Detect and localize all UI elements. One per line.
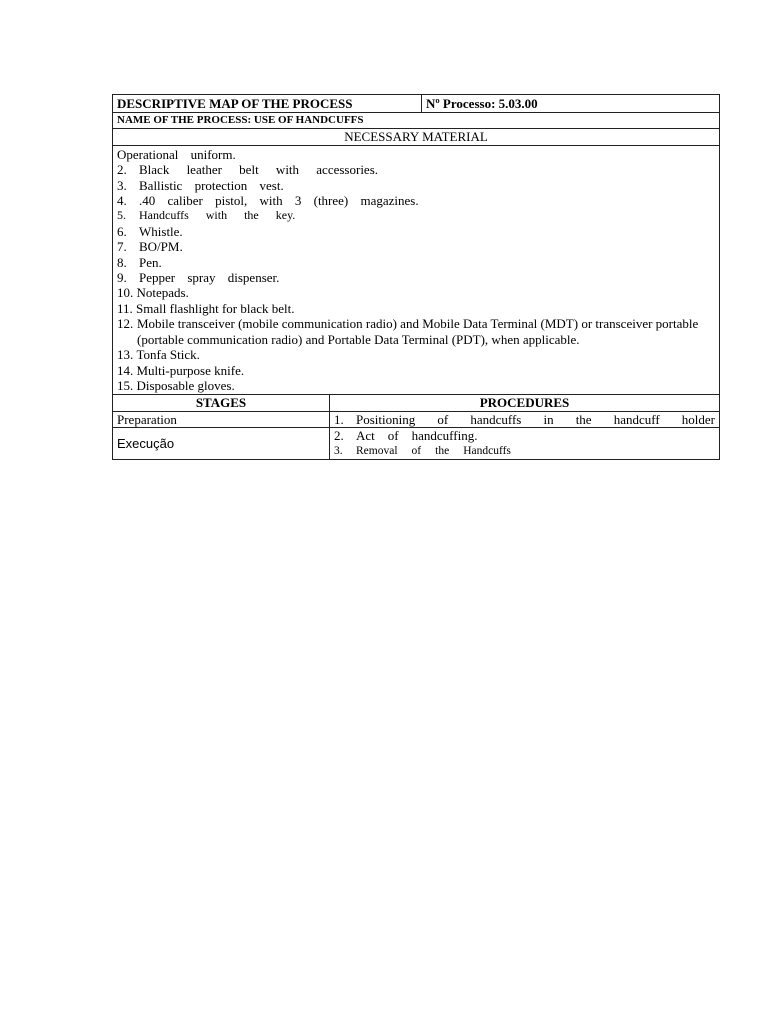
material-item: [117, 285, 715, 300]
material-item: [117, 208, 715, 223]
material-item-number: 6.: [117, 223, 127, 239]
material-item: [117, 363, 715, 378]
material-item-number: 15.: [117, 377, 134, 393]
material-item-text: Mobile transceiver (mobile communication radio) and Mobile Data Terminal (MDT) or transceiver portable (portable communication radio) and Portable Data Terminal (PDT), when applicable.: [137, 316, 699, 347]
materials-list: [113, 145, 720, 395]
material-item-text: Multi-purpose knife.: [136, 362, 245, 378]
process-map-table: [112, 94, 720, 460]
procedure-item: [334, 428, 715, 443]
material-item-number: 4.: [117, 193, 127, 209]
material-item-text: Small flashlight for black belt.: [136, 300, 295, 316]
stage-label: Execução: [113, 428, 330, 460]
material-item: [117, 193, 715, 208]
material-item: [117, 378, 715, 393]
document-title: DESCRIPTIVE MAP OF THE PROCESS: [113, 95, 422, 113]
procedures-heading: PROCEDURES: [330, 395, 720, 411]
stage-row-preparation: [113, 411, 720, 427]
material-item: [117, 270, 715, 285]
material-item-number: 11.: [117, 300, 133, 316]
material-item-text: Pepper spray dispenser.: [139, 270, 280, 286]
material-item-number: 13.: [117, 347, 134, 363]
material-item-text: Disposable gloves.: [136, 377, 235, 393]
process-number: Nº Processo: 5.03.00: [422, 95, 720, 113]
procedure-text: Positioning of handcuffs in the handcuff holder: [356, 411, 715, 427]
stage-label: Preparation: [113, 411, 330, 427]
procedure-text: Act of handcuffing.: [356, 428, 478, 444]
material-item: [117, 301, 715, 316]
material-item-text: Whistle.: [139, 223, 183, 239]
material-item: [117, 239, 715, 254]
material-item-number: 9.: [117, 270, 127, 286]
material-item-number: 3.: [117, 177, 127, 193]
material-item-text: Operational uniform.: [117, 146, 236, 162]
procedure-list: [330, 428, 720, 460]
material-item-text: Notepads.: [136, 285, 189, 301]
material-item-number: 10.: [117, 285, 134, 301]
material-item-text: Ballistic protection vest.: [139, 177, 284, 193]
material-item-number: 14.: [117, 362, 134, 378]
material-item-number: 12.: [117, 316, 134, 332]
material-item: [117, 162, 715, 177]
material-item-text: Handcuffs with the key.: [139, 208, 296, 223]
material-item-text: .40 caliber pistol, with 3 (three) magazines.: [139, 193, 419, 209]
material-item-text: Black leather belt with accessories.: [139, 162, 379, 178]
procedure-item: [334, 412, 715, 427]
procedure-number: 1.: [334, 411, 344, 427]
material-item-text: BO/PM.: [139, 239, 183, 255]
process-name: NAME OF THE PROCESS: USE OF HANDCUFFS: [113, 113, 720, 129]
material-item: [117, 147, 715, 162]
material-item-number: 5.: [117, 208, 126, 223]
materials-heading: NECESSARY MATERIAL: [113, 129, 720, 145]
title-row: [113, 95, 720, 113]
material-item-text: Pen.: [139, 254, 162, 270]
procedure-list: [330, 411, 720, 427]
material-item-text: Tonfa Stick.: [136, 347, 200, 363]
material-item: [117, 224, 715, 239]
material-item-number: 2.: [117, 162, 127, 178]
material-item-number: 8.: [117, 254, 127, 270]
materials-row: [113, 145, 720, 395]
material-item: [117, 178, 715, 193]
materials-heading-row: [113, 129, 720, 145]
material-item: [117, 316, 715, 347]
procedure-number: 2.: [334, 428, 344, 444]
material-item: [117, 255, 715, 270]
stages-heading-row: [113, 395, 720, 411]
material-item: [117, 347, 715, 362]
stage-row-execution: [113, 428, 720, 460]
procedure-text: Removal of the Handcuffs: [356, 444, 511, 457]
procedure-number: 3.: [334, 444, 343, 457]
procedure-item: [334, 444, 715, 459]
stages-heading: STAGES: [113, 395, 330, 411]
material-item-number: 7.: [117, 239, 127, 255]
process-name-row: [113, 113, 720, 129]
